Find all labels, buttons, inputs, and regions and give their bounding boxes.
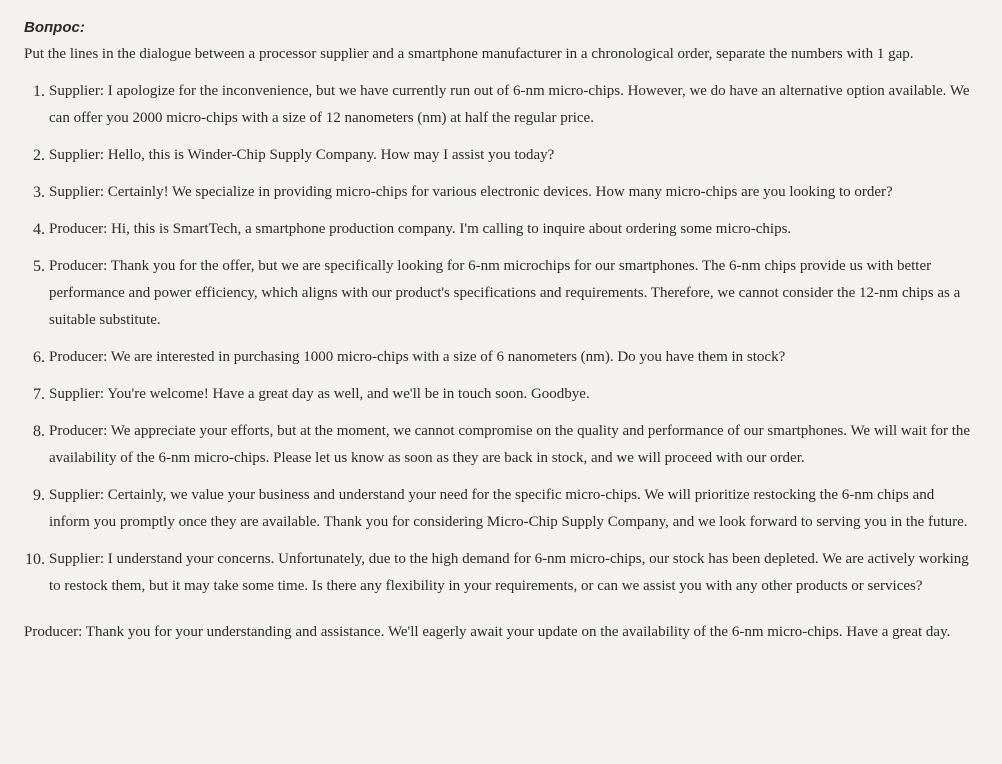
- dialogue-line: Producer: Thank you for the offer, but we are specifically looking for 6-nm microchips for our smartphones. The 6-nm chips provide us with better performance and power efficiency, which aligns with our product's specifications and requirements. Therefore, we cannot consider the 12-nm chips as a suitable substitute.: [49, 258, 961, 328]
- dialogue-line: Producer: We are interested in purchasing 1000 micro-chips with a size of 6 nanometers (nm). Do you have them in stock?: [49, 349, 786, 365]
- list-item: [33, 381, 978, 408]
- item-number: 3.: [33, 184, 45, 201]
- item-number: 7.: [33, 386, 45, 403]
- item-number: 6.: [33, 349, 45, 366]
- dialogue-line: Supplier: Certainly, we value your business and understand your need for the specific micro-chips. We will prioritize restocking the 6-nm chips and inform you promptly once they are available. Thank you for considering Micro-Chip Supply Company, and we look forward to serving you in the future.: [49, 487, 968, 530]
- list-item: [33, 482, 978, 536]
- list-item: [33, 253, 978, 334]
- dialogue-line: Supplier: I apologize for the inconvenience, but we have currently run out of 6-nm micro-chips. However, we do have an alternative option available. We can offer you 2000 micro-chips with a size of 12 nanometers (nm) at half the regular price.: [49, 83, 970, 126]
- list-item: [33, 78, 978, 132]
- dialogue-line: Supplier: Certainly! We specialize in providing micro-chips for various electronic devices. How many micro-chips are you looking to order?: [49, 184, 893, 200]
- list-item: [25, 546, 978, 600]
- item-number: 5.: [33, 258, 45, 275]
- dialogue-list: [24, 78, 978, 600]
- list-item: [33, 142, 978, 169]
- list-item: [33, 216, 978, 243]
- list-item: [33, 179, 978, 206]
- item-number: 1.: [33, 83, 45, 100]
- item-number: 10.: [25, 551, 45, 568]
- dialogue-line: Supplier: Hello, this is Winder-Chip Supply Company. How may I assist you today?: [49, 147, 555, 163]
- item-number: 4.: [33, 221, 45, 238]
- dialogue-line: Producer: We appreciate your efforts, but at the moment, we cannot compromise on the quality and performance of our smartphones. We will wait for the availability of the 6-nm micro-chips. Please let us know as soon as they are back in stock, and we will proceed with our order.: [49, 423, 971, 466]
- list-item: [33, 344, 978, 371]
- item-number: 9.: [33, 487, 45, 504]
- dialogue-line: Supplier: You're welcome! Have a great day as well, and we'll be in touch soon. Goodbye.: [49, 386, 590, 402]
- dialogue-line: Supplier: I understand your concerns. Unfortunately, due to the high demand for 6-nm micro-chips, our stock has been depleted. We are actively working to restock them, but it may take some time. Is there any flexibility in your requirements, or can we assist you with any other products or services?: [49, 551, 969, 594]
- item-number: 2.: [33, 147, 45, 164]
- closing-line: Producer: Thank you for your understanding and assistance. We'll eagerly await your update on the availability of the 6-nm micro-chips. Have a great day.: [24, 624, 951, 640]
- item-number: 8.: [33, 423, 45, 440]
- list-item: [33, 418, 978, 472]
- question-prompt: Put the lines in the dialogue between a processor supplier and a smartphone manufacturer in a chronological order, separate the numbers with 1 gap.: [24, 46, 914, 62]
- dialogue-line: Producer: Hi, this is SmartTech, a smartphone production company. I'm calling to inquire about ordering some micro-chips.: [49, 221, 792, 237]
- question-label: Вопрос:: [24, 19, 85, 36]
